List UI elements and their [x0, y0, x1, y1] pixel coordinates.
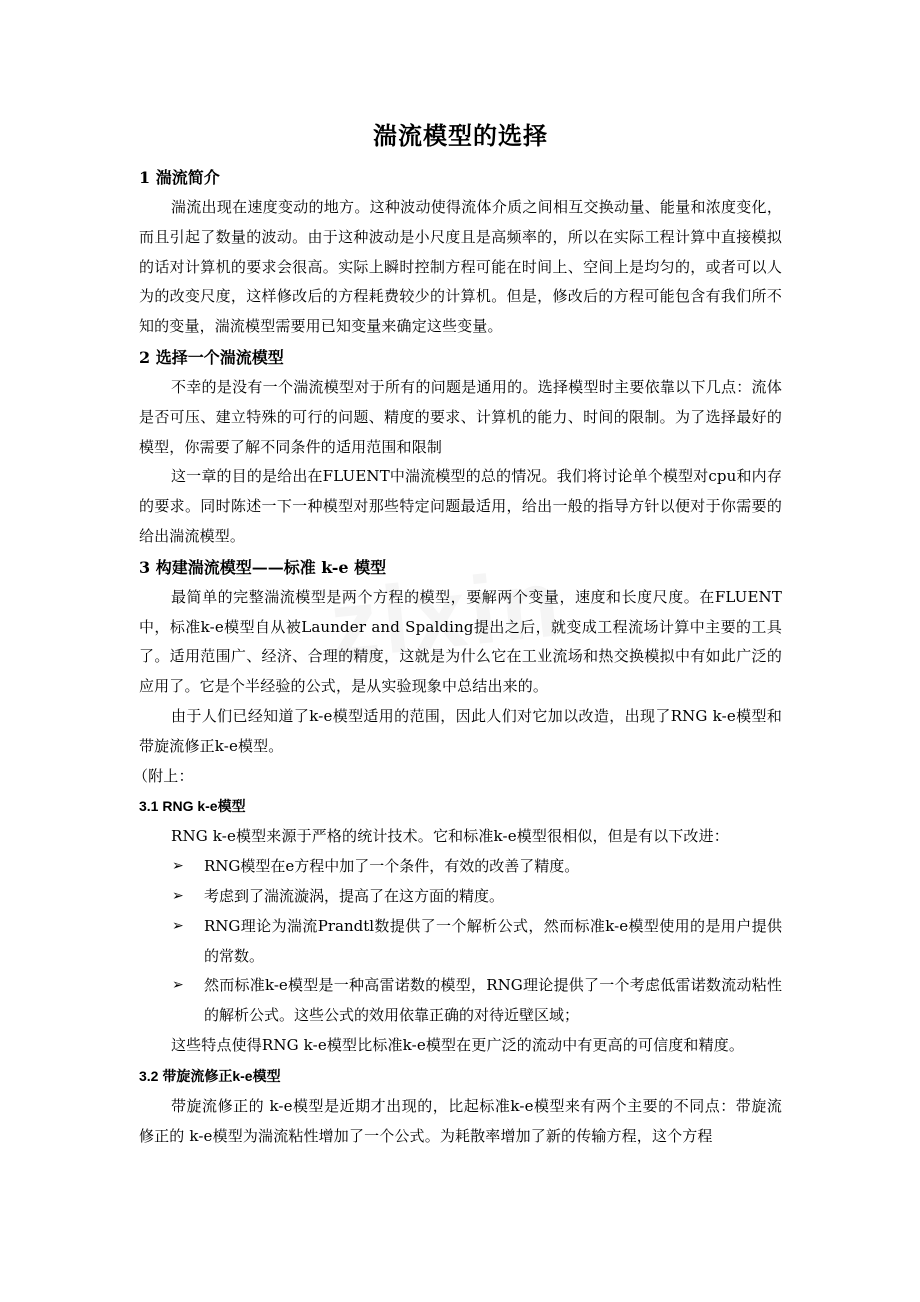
- section-1-heading: 1 湍流简介: [139, 168, 220, 187]
- bullet-arrow-icon: ➢: [172, 887, 184, 904]
- section-3-1-heading: 3.1 RNG k-e模型: [139, 798, 246, 815]
- section-3-note: （附上：: [133, 766, 194, 785]
- bullet-arrow-icon: ➢: [172, 977, 184, 994]
- list-item: ➢ RNG模型在e方程中加了一个条件，有效的改善了精度。: [139, 852, 782, 882]
- section-2-heading: 2 选择一个湍流模型: [139, 347, 284, 367]
- list-item: ➢ 考虑到了湍流漩涡，提高了在这方面的精度。: [139, 882, 782, 912]
- section-3-1-list: [139, 852, 782, 1031]
- section-2-paragraph-1: 不幸的是没有一个湍流模型对于所有的问题是通用的。选择模型时主要依靠以下几点：流体是否可压、建立特殊的可行的问题、精度的要求、计算机的能力、时间的限制。为了选择最好的模型，你需要了解不同条件的适用范围和限制: [139, 377, 782, 456]
- section-3-1-conclusion: 这些特点使得RNG k-e模型比标准k-e模型在更广泛的流动中有更高的可信度和精度。: [171, 1035, 745, 1054]
- document-body: [133, 118, 782, 1151]
- section-3-paragraph-2: 由于人们已经知道了k-e模型适用的范围，因此人们对它加以改造，出现了RNG k-e模型和带旋流修正k-e模型。: [139, 706, 782, 755]
- bullet-arrow-icon: ➢: [172, 917, 184, 934]
- section-3-heading: 3 构建湍流模型——标准 k-e 模型: [139, 557, 387, 577]
- list-item: ➢ 然而标准k-e模型是一种高雷诺数的模型，RNG理论提供了一个考虑低雷诺数流动粘性的解析公式。这些公式的效用依靠正确的对待近壁区域；: [139, 971, 782, 1031]
- section-3-2-heading: 3.2 带旋流修正k-e模型: [139, 1067, 281, 1084]
- section-3-paragraph-1: 最简单的完整湍流模型是两个方程的模型，要解两个变量，速度和长度尺度。在FLUENT中，标准k-e模型自从被Launder and Spalding提出之后，就变成工程流场计算中主要的工具了。适用范围广、经济、合理的精度，这就是为什么它在工业流场和热交换模拟中有如此广泛的应用了。它是个半经验的公式，是从实验现象中总结出来的。: [139, 587, 782, 696]
- page-title: 湍流模型的选择: [373, 124, 548, 150]
- section-3-1-intro: RNG k-e模型来源于严格的统计技术。它和标准k-e模型很相似，但是有以下改进：: [171, 827, 729, 846]
- section-3-2-paragraph: 带旋流修正的 k-e模型是近期才出现的，比起标准k-e模型来有两个主要的不同点：带旋流修正的 k-e模型为湍流粘性增加了一个公式。为耗散率增加了新的传输方程，这个方程: [139, 1096, 782, 1145]
- section-2-paragraph-2: 这一章的目的是给出在FLUENT中湍流模型的总的情况。我们将讨论单个模型对cpu和内存的要求。同时陈述一下一种模型对那些特定问题最适用，给出一般的指导方针以便对于你需要的给出湍流模型。: [139, 467, 782, 545]
- list-item: ➢ RNG理论为湍流Prandtl数提供了一个解析公式，然而标准k-e模型使用的是用户提供的常数。: [139, 912, 782, 972]
- bullet-arrow-icon: ➢: [172, 858, 184, 875]
- section-1-paragraph-1: 湍流出现在速度变动的地方。这种波动使得流体介质之间相互交换动量、能量和浓度变化，而且引起了数量的波动。由于这种波动是小尺度且是高频率的，所以在实际工程计算中直接模拟的话对计算机的要求会很高。实际上瞬时控制方程可能在时间上、空间上是均匀的，或者可以人为的改变尺度，这样修改后的方程耗费较少的计算机。但是，修改后的方程可能包含有我们所不知的变量，湍流模型需要用已知变量来确定这些变量。: [139, 198, 782, 336]
